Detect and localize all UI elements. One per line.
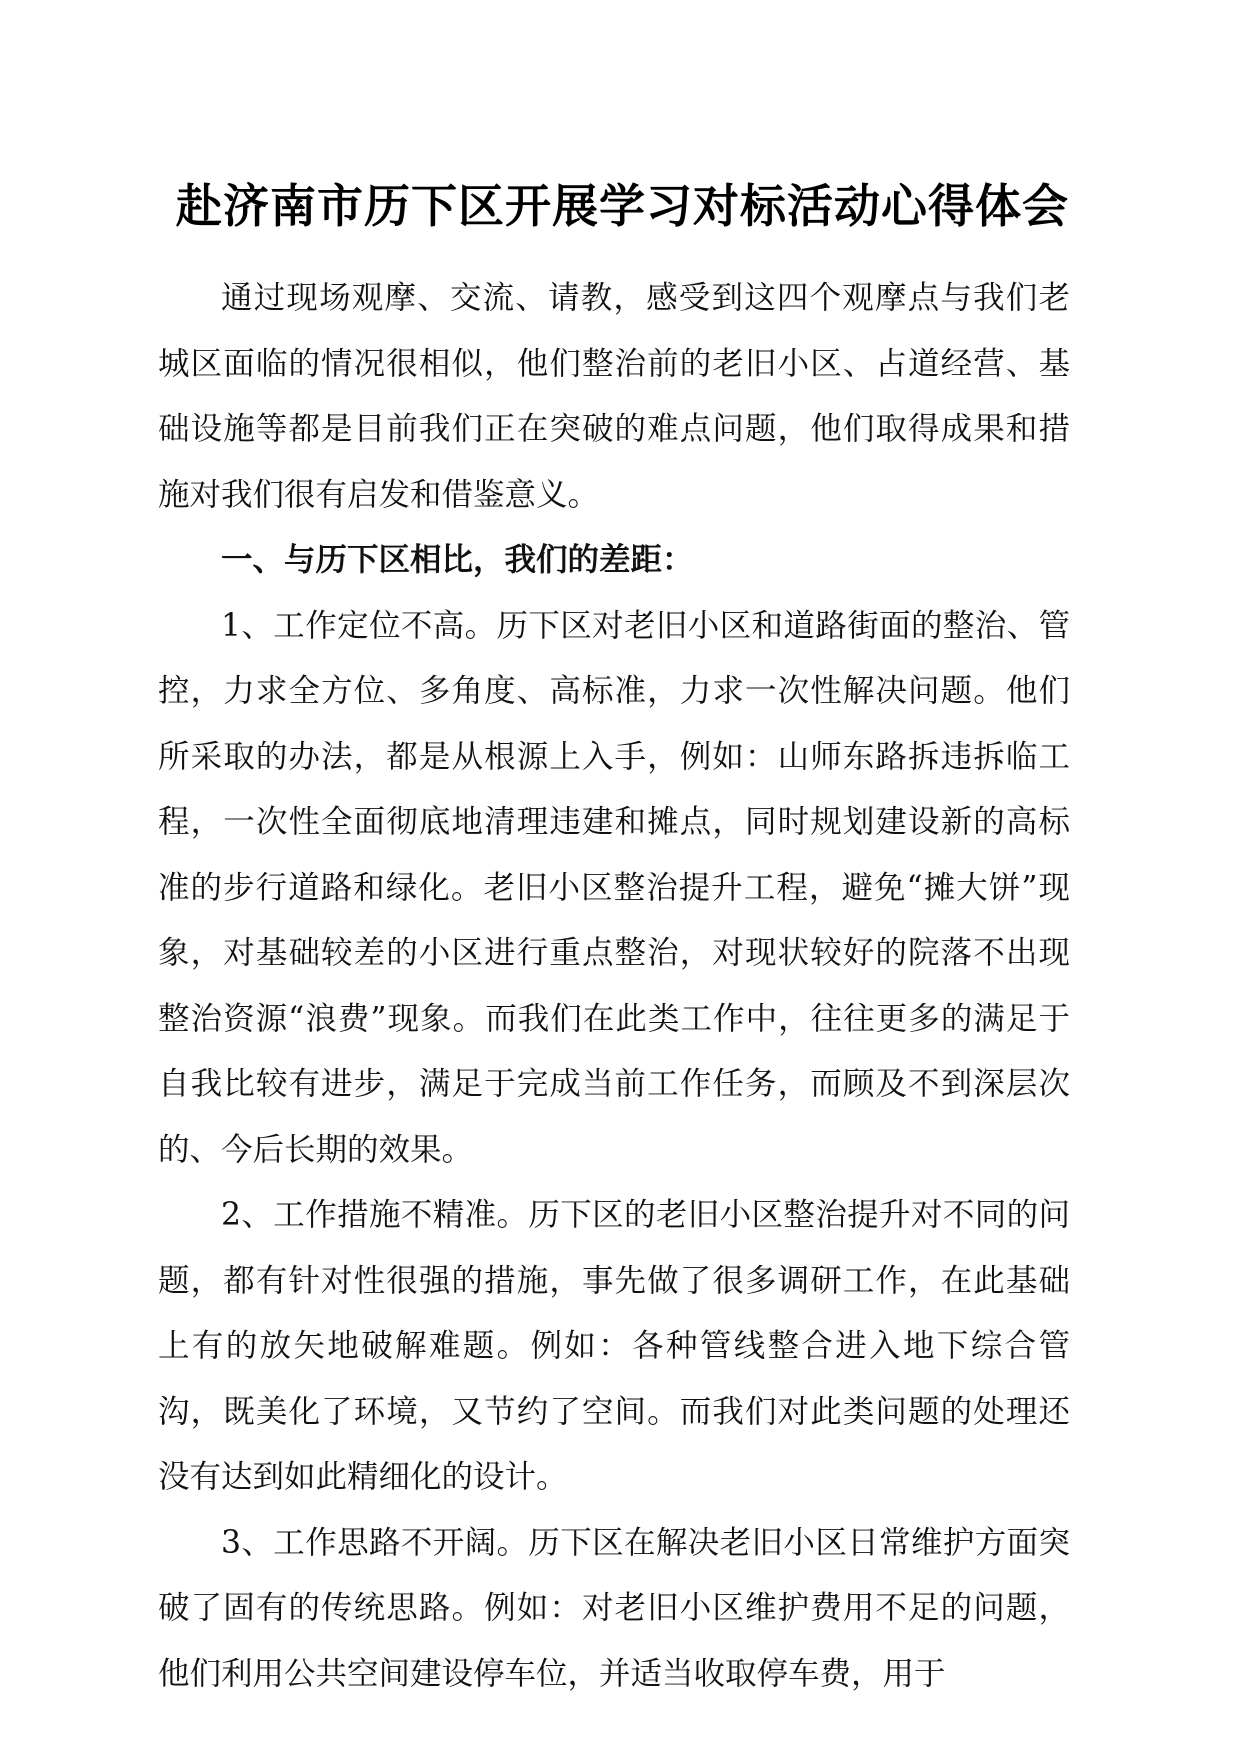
point-3-paragraph: 3、工作思路不开阔。历下区在解决老旧小区日常维护方面突破了固有的传统思路。例如：对老旧小区维护费用不足的问题，他们利用公共空间建设停车位，并适当收取停车费，用于 [158,1524,1070,1692]
document-body [158,266,1070,1707]
intro-paragraph: 通过现场观摩、交流、请教，感受到这四个观摩点与我们老城区面临的情况很相似，他们整治前的老旧小区、占道经营、基础设施等都是目前我们正在突破的难点问题，他们取得成果和措施对我们很有启发和借鉴意义。 [158,280,1070,513]
point-2-paragraph: 2、工作措施不精准。历下区的老旧小区整治提升对不同的问题，都有针对性很强的措施，事先做了很多调研工作，在此基础上有的放矢地破解难题。例如：各种管线整合进入地下综合管沟，既美化了环境，又节约了空间。而我们对此类问题的处理还没有达到如此精细化的设计。 [158,1197,1070,1495]
point-1-paragraph: 1、工作定位不高。历下区对老旧小区和道路街面的整治、管控，力求全方位、多角度、高标准，力求一次性解决问题。他们所采取的办法，都是从根源上入手，例如：山师东路拆违拆临工程，一次性全面彻底地清理违建和摊点，同时规划建设新的高标准的步行道路和绿化。老旧小区整治提升工程，避免“摊大饼”现象，对基础较差的小区进行重点整治，对现状较好的院落不出现整治资源“浪费”现象。而我们在此类工作中，往往更多的满足于自我比较有进步，满足于完成当前工作任务，而顾及不到深层次的、今后长期的效果。 [158,607,1070,1168]
section-heading: 一、与历下区相比，我们的差距： [221,542,694,578]
document-title: 赴济南市历下区开展学习对标活动心得体会 [176,179,1069,233]
